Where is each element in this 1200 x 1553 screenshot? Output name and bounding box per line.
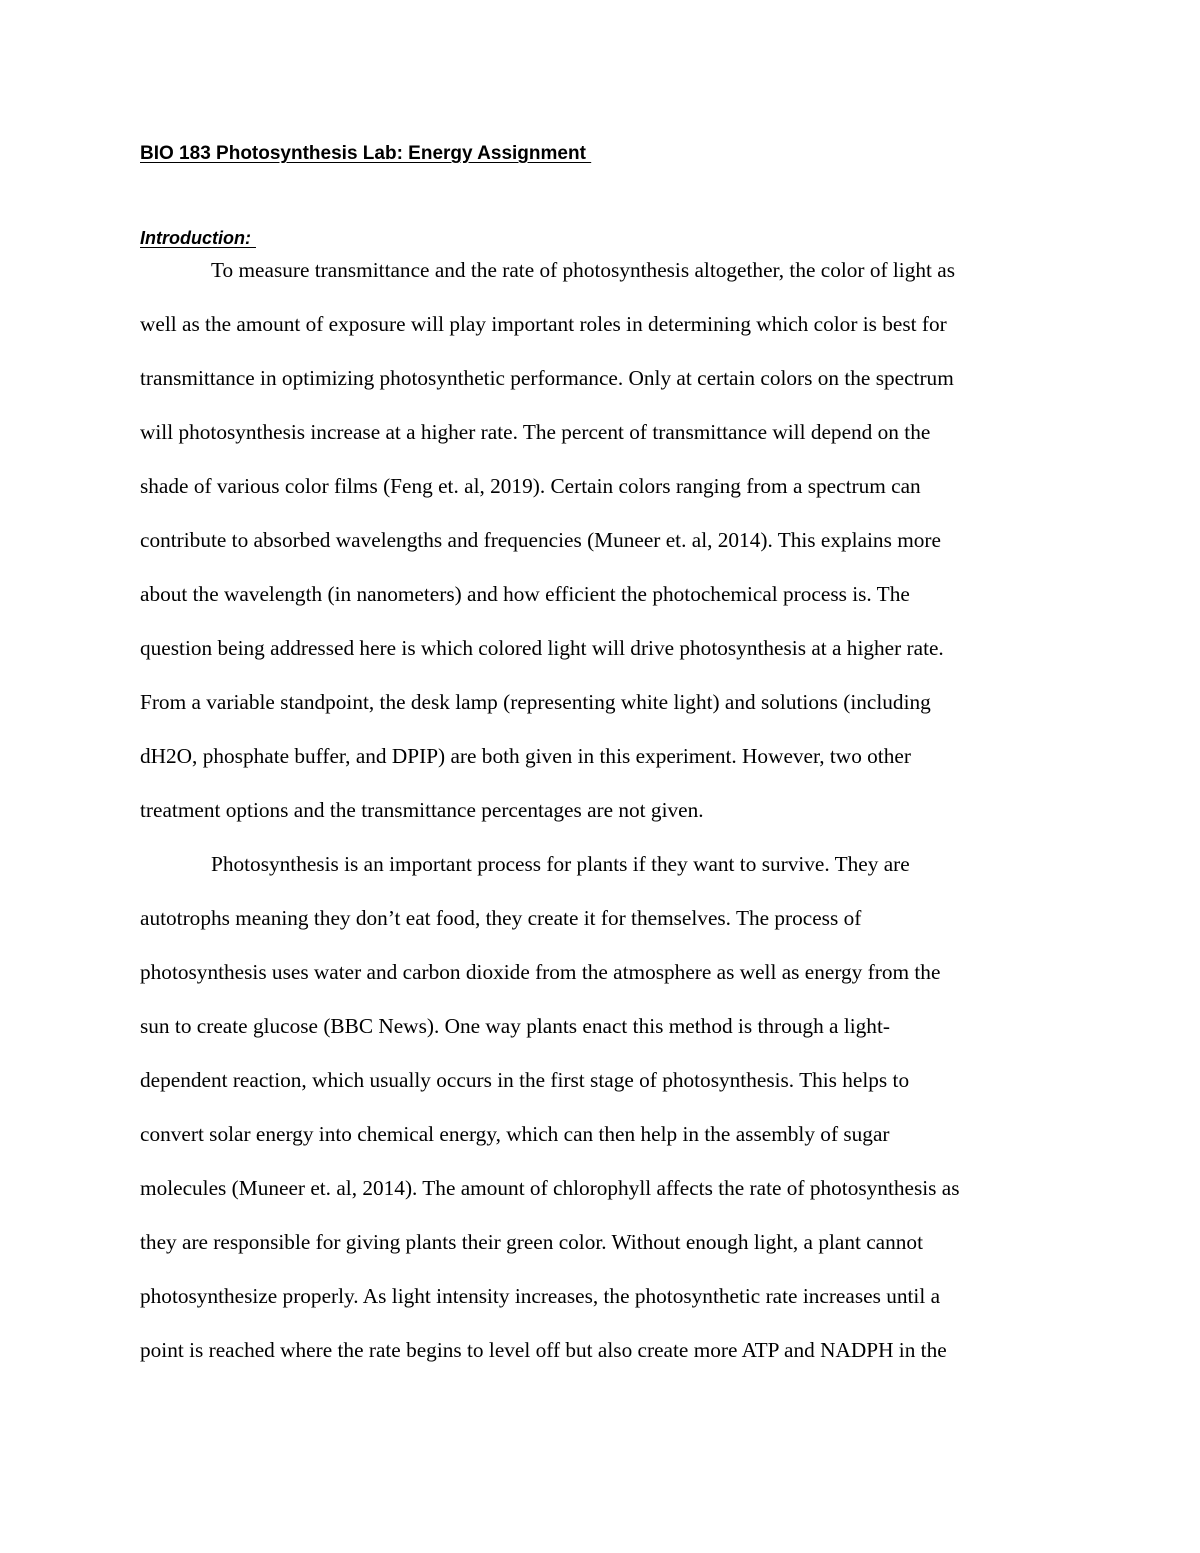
paragraph-line: molecules (Muneer et. al, 2014). The amount of chlorophyll affects the rate of photosynthesis as bbox=[140, 1176, 960, 1200]
paragraph-line: transmittance in optimizing photosynthetic performance. Only at certain colors on the spectrum bbox=[140, 366, 954, 390]
paragraph-line: about the wavelength (in nanometers) and how efficient the photochemical process is. The bbox=[140, 582, 910, 606]
paragraph-line: autotrophs meaning they don’t eat food, they create it for themselves. The process of bbox=[140, 906, 862, 930]
paragraph-line: treatment options and the transmittance percentages are not given. bbox=[140, 798, 704, 822]
paragraph-line: From a variable standpoint, the desk lamp (representing white light) and solutions (including bbox=[140, 690, 931, 714]
paragraph-line: dH2O, phosphate buffer, and DPIP) are both given in this experiment. However, two other bbox=[140, 744, 911, 768]
paragraph-line: point is reached where the rate begins to level off but also create more ATP and NADPH in the bbox=[140, 1338, 947, 1362]
paragraph-line: question being addressed here is which colored light will drive photosynthesis at a higher rate. bbox=[140, 636, 944, 660]
paragraph-line: well as the amount of exposure will play important roles in determining which color is best for bbox=[140, 312, 947, 336]
paragraph-line: contribute to absorbed wavelengths and frequencies (Muneer et. al, 2014). This explains more bbox=[140, 528, 941, 552]
paragraph-line: photosynthesis uses water and carbon dioxide from the atmosphere as well as energy from the bbox=[140, 960, 941, 984]
section-heading-introduction: Introduction: bbox=[140, 228, 256, 248]
document-title: BIO 183 Photosynthesis Lab: Energy Assignment bbox=[140, 143, 592, 164]
paragraph-line: Photosynthesis is an important process for plants if they want to survive. They are bbox=[211, 852, 910, 876]
paragraph-line: shade of various color films (Feng et. al, 2019). Certain colors ranging from a spectrum can bbox=[140, 474, 921, 498]
paragraph-line: dependent reaction, which usually occurs in the first stage of photosynthesis. This helps to bbox=[140, 1068, 910, 1092]
paragraph-line: To measure transmittance and the rate of photosynthesis altogether, the color of light as bbox=[211, 258, 956, 282]
paragraph-line: photosynthesize properly. As light intensity increases, the photosynthetic rate increases until a bbox=[140, 1284, 941, 1308]
paragraph-line: convert solar energy into chemical energy, which can then help in the assembly of sugar bbox=[140, 1122, 890, 1146]
paragraph-line: sun to create glucose (BBC News). One way plants enact this method is through a light- bbox=[140, 1014, 890, 1038]
paragraph-line: they are responsible for giving plants their green color. Without enough light, a plant cannot bbox=[140, 1230, 923, 1254]
paragraph-line: will photosynthesis increase at a higher rate. The percent of transmittance will depend on the bbox=[140, 420, 931, 444]
